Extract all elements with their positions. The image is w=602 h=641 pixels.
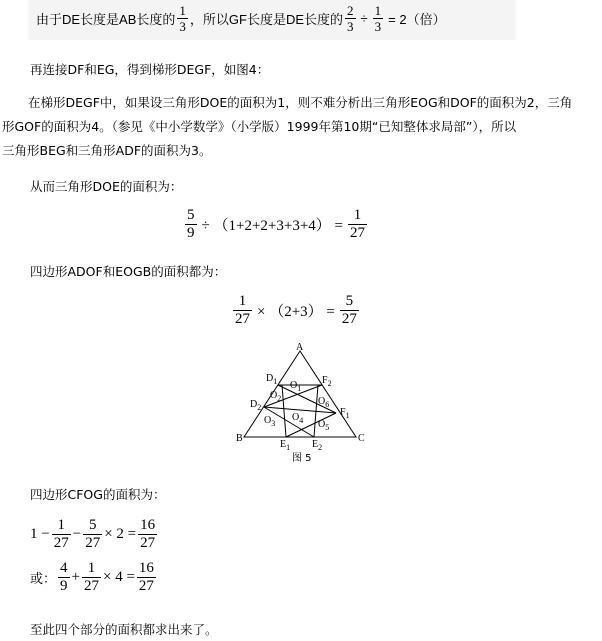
eq2-middle: × （2+3） = <box>257 304 335 320</box>
eq1-fraction-result: $\frac{1}{27}$ <box>350 207 365 241</box>
label-f1: $F_1$ <box>340 407 350 420</box>
label-c: C <box>358 433 365 444</box>
eq3-fraction-2: $\frac{5}{27}$ <box>85 517 101 551</box>
label-b: B <box>236 433 243 444</box>
eq3-times: × 2 = <box>104 526 137 542</box>
paragraph-connect: 再连接DF和EG，得到梯形DEGF，如图4： <box>30 62 270 77</box>
eq4-or: 或： <box>30 572 57 587</box>
label-a: A <box>296 342 304 353</box>
eq3-one: 1 − <box>30 526 50 542</box>
label-e2: $E_2$ <box>312 439 323 452</box>
paragraph-trapezoid-line-3: 三角形BEG和三角形ADF的面积为3。 <box>2 143 212 158</box>
eq4-fraction-1: $\frac{4}{9}$ <box>60 560 68 594</box>
eq2-fraction-result: $\frac{5}{27}$ <box>341 293 357 327</box>
figure-caption: 图 5 <box>292 453 312 464</box>
eq3-fraction-result: $\frac{16}{27}$ <box>140 517 156 551</box>
top-text-3: = 2（倍） <box>388 12 446 27</box>
figure-5-diagram <box>234 341 366 469</box>
paragraph-trapezoid-line-1: 在梯形DEGF中，如果设三角形DOE的面积为1，则不难分析出三角形EOG和DOF的面积为2，三角 <box>28 95 573 110</box>
eq4-plus: + <box>71 569 80 585</box>
eq1-fraction-left: $\frac{5}{9}$ <box>187 207 195 241</box>
label-e1: $E_1$ <box>280 439 291 452</box>
top-fraction-2: $\frac{2}{3}$ <box>347 3 354 34</box>
top-text-2: ，所以GF长度是DE长度的 <box>189 12 344 27</box>
label-o5: $O_5$ <box>318 419 330 432</box>
label-o1: $O_1$ <box>290 380 302 393</box>
label-o3: $O_3$ <box>264 415 276 428</box>
paragraph-area-doe: 从而三角形DOE的面积为： <box>30 179 183 194</box>
eq2-fraction-left: $\frac{1}{27}$ <box>235 293 250 327</box>
eq1-middle: ÷ （1+2+2+3+3+4） = <box>201 218 343 234</box>
label-o6: $O_6$ <box>318 396 330 409</box>
equation-1 <box>183 207 369 242</box>
top-text-1: 由于DE长度是AB长度的 <box>36 12 176 27</box>
eq4-fraction-2: $\frac{1}{27}$ <box>83 560 99 594</box>
eq3-fraction-1: $\frac{1}{27}$ <box>53 517 69 551</box>
label-d2: $D_2$ <box>250 399 262 412</box>
label-f2: $F_2$ <box>322 375 332 388</box>
top-equation-line <box>36 3 446 34</box>
top-fraction-3: $\frac{1}{3}$ <box>374 3 382 34</box>
top-divide-sign: ÷ <box>360 11 368 26</box>
paragraph-area-quads: 四边形ADOF和EOGB的面积都为： <box>30 264 227 279</box>
eq4-fraction-result: $\frac{16}{27}$ <box>138 560 154 594</box>
paragraph-trapezoid-line-2: 形GOF的面积为4。（参见《中小学数学》（小学版）1999年第10期“已知整体求局部”），所以 <box>2 119 517 134</box>
label-o2: $O_2$ <box>270 390 282 403</box>
top-fraction-1: $\frac{1}{3}$ <box>179 3 186 34</box>
eq4-times: × 4 = <box>102 569 135 585</box>
label-d1: $D_1$ <box>266 373 278 386</box>
segment-vertical-left <box>282 385 286 437</box>
equation-3 <box>30 517 159 552</box>
figure-5 <box>234 341 366 469</box>
equation-2 <box>231 293 361 328</box>
paragraph-area-cfog: 四边形CFOG的面积为： <box>30 487 166 502</box>
equation-4 <box>30 560 158 595</box>
label-o4: $O_4$ <box>292 412 304 425</box>
eq3-minus: − <box>72 526 82 542</box>
paragraph-conclusion: 至此四个部分的面积都求出来了。 <box>30 622 218 637</box>
